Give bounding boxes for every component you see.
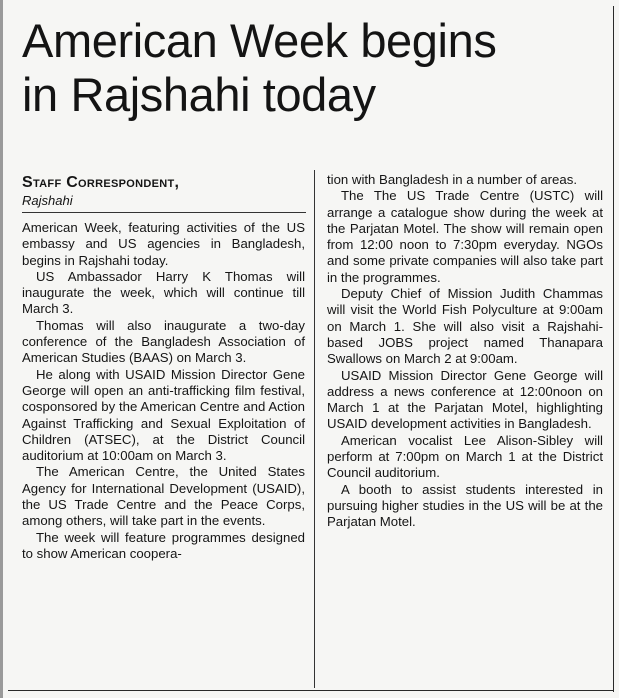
- paragraph: US Ambassador Harry K Thomas will inaugurate the week, which will continue till March 3.: [22, 268, 305, 317]
- article-headline: [22, 14, 612, 122]
- paragraph-continuation: tion with Bangladesh in a number of areas.: [327, 172, 577, 187]
- headline-line-1: American Week begins: [22, 14, 497, 67]
- paragraph: A booth to assist students interested in pursuing higher studies in the US will be at the Parjatan Motel.: [327, 481, 603, 530]
- byline-divider: [22, 212, 306, 213]
- paragraph: Thomas will also inaugurate a two-day conference of the Bangladesh Association of American Studies (BAAS) on March 3.: [22, 317, 305, 366]
- byline: [22, 174, 307, 209]
- byline-author: Staff Correspondent,: [22, 174, 180, 191]
- paragraph: Deputy Chief of Mission Judith Chammas will visit the World Fish Polyculture at 9:00am on March 1. She will also visit a Rajshahi-based JOBS project named Thanapara Swallows on March 2 at 9:00am.: [327, 286, 603, 367]
- paragraph: He along with USAID Mission Director Gene George will open an anti-trafficking film festival, cosponsored by the American Centre and Action Against Trafficking and Sexual Exploitation of Children (ATSEC), at the District Council auditorium at 10:00am on March 3.: [22, 366, 305, 464]
- paragraph: American Week, featuring activities of the US embassy and US agencies in Bangladesh, begins in Rajshahi today.: [22, 220, 305, 268]
- paragraph: USAID Mission Director Gene George will address a news conference at 12:00noon on March 1 at the Parjatan Motel, highlighting USAID development activities in Bangladesh.: [327, 367, 603, 432]
- paragraph: The The US Trade Centre (USTC) will arrange a catalogue show during the week at the Parjatan Motel. The show will remain open from 12:00 noon to 7:30pm everyday. NGOs and some private companies will also take part in the programmes.: [327, 188, 603, 285]
- column-divider: [314, 170, 315, 688]
- paragraph: The week will feature programmes designed to show American coopera-: [22, 529, 305, 561]
- right-border-rule: [613, 6, 614, 692]
- article-column-right: [327, 172, 603, 531]
- byline-dateline: Rajshahi: [22, 193, 73, 208]
- paragraph: The American Centre, the United States Agency for International Development (USAID), the US Trade Centre and the Peace Corps, among others, will take part in the events.: [22, 464, 305, 529]
- bottom-border-rule: [8, 690, 614, 691]
- article-column-left: [22, 220, 305, 562]
- paragraph: American vocalist Lee Alison-Sibley will perform at 7:00pm on March 1 at the District Council auditorium.: [327, 432, 603, 481]
- headline-line-2: in Rajshahi today: [22, 68, 376, 121]
- page-edge-shadow: [0, 0, 3, 698]
